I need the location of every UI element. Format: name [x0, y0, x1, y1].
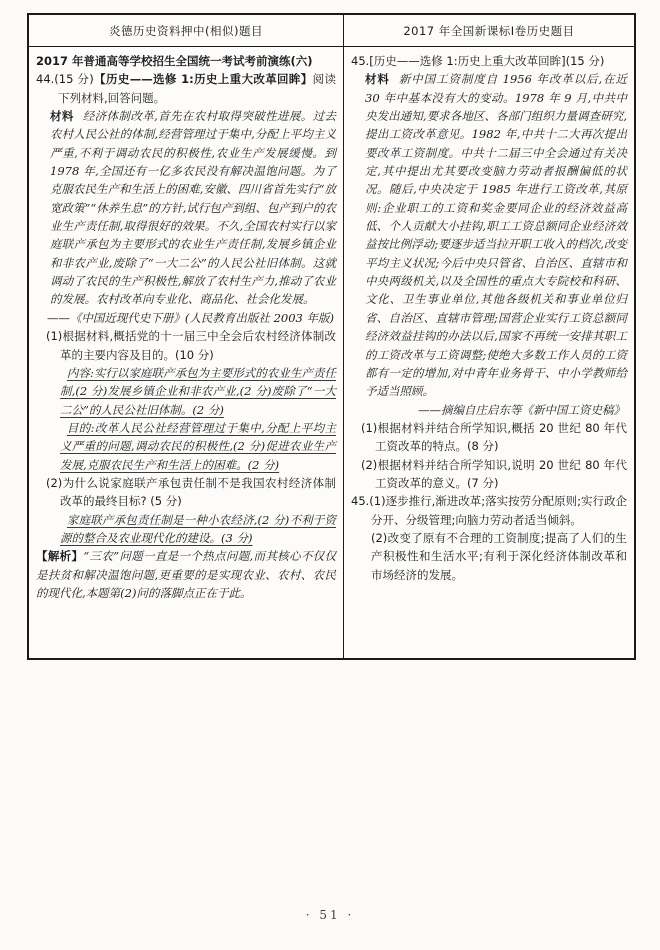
question-44-intro: 阅读下列材料,回答问题。 [58, 72, 336, 105]
header-cell-national-exam-questions: 2017 年全国新课标Ⅰ卷历史题目 [403, 23, 575, 38]
answer-45-part2: (2)改变了原有不合理的工资制度;提高了人们的生产积极性和生活水平;有利于深化经济体制改革和市场经济的发展。 [371, 530, 627, 582]
table-body-row [29, 47, 634, 658]
material-45-paragraph [365, 70, 627, 400]
material-45-label: 材料 [365, 72, 390, 87]
left-column-cell [29, 47, 344, 658]
material-44-source: ——《中国近现代史下册》(人民教育出版社 2003 年版) [46, 310, 334, 325]
question-45-heading: 45.[历史——选修 1:历史上重大改革回眸](15 分) [351, 54, 605, 68]
question-44-part1: (1)根据材料,概括党的十一届三中全会后农村经济体制改革的主要内容及目的。(10 分) [46, 329, 336, 362]
material-44-paragraph [50, 107, 336, 309]
material-44-text: 经济体制改革,首先在农村取得突破性进展。过去农村人民公社的体制,经营管理过于集中,分配上平均主义严重,不利于调动农民的积极性,农业生产发展缓慢。到 1978 年,全国还有一亿多农民没有解决温饱问题。为了克服农民生产和生活上的困难,安徽、四川省首先实行“放宽政策”“休养生息”的方针,试行包产到组、包产到户的农业生产责任制,取得很好的效果。不久,全国农村实行以家庭联产承包为主要形式的农业生产责任制,发展乡镇企业和非农产业,废除了“一大二公”的人民公社旧体制。这就调动了农民的生产积极性,解放了农村生产力,推动了农业的发展。农村改革向专业化、商品化、社会化发展。 [50, 109, 337, 307]
material-45-source: ——摘编自庄启东等《新中国工资史稿》 [418, 402, 625, 417]
question-44-number: 44.(15 分) [36, 72, 94, 87]
header-cell-yande-questions: 炎德历史资料押中(相似)题目 [29, 15, 344, 46]
analysis-44-text: “三农”问题一直是一个热点问题,而其核心不仅仅是扶贫和解决温饱问题,更重要的是实现农业、农村、农民的现代化,本题第(2)问的落脚点正在于此。 [36, 549, 336, 600]
answer-44-part1-content: 内容:实行以家庭联产承包为主要形式的农业生产责任制,(2 分)发展乡镇企业和非农产业,(2 分)废除了“一大二公”的人民公社旧体制。(2 分) [60, 365, 336, 417]
material-44-label: 材料 [50, 109, 74, 124]
question-44-tag: 【历史——选修 1:历史上重大改革回眸】 [93, 72, 313, 87]
right-column-cell [344, 47, 634, 658]
comparison-table [27, 13, 636, 660]
question-44-lead [36, 70, 336, 107]
question-44-part2: (2)为什么说家庭联产承包责任制不是我国农村经济体制改革的最终目标? (5 分) [46, 475, 336, 509]
table-header-row [29, 15, 634, 47]
answer-44-part2: 家庭联产承包责任制是一种小农经济,(2 分)不利于资源的整合及农业现代化的建设。(3 分) [60, 512, 336, 545]
answer-44-part1-purpose: 目的:改革人民公社经营管理过于集中,分配上平均主义严重的问题,调动农民的积极性,(2 分)促进农业生产发展,克服农民生产和生活上的困难。(2 分) [60, 420, 336, 472]
page-number: · 51 · [305, 908, 355, 922]
answer-45-part1: 45.(1)逐步推行,渐进改革;落实按劳分配原则;实行政企分开、分级管理;向脑力劳动者适当倾斜。 [351, 494, 627, 527]
material-45-text: 新中国工资制度自 1956 年改革以后,在近 30 年中基本没有大的变动。1978 年 9 月,中共中央发出通知,要求各地区、各部门组织力量调查研究,提出工资改革意见。1982 年,中共十二大再次提出要改革工资制度。中共十二届三中全会通过有关决定,其中提出尤其要改变脑力劳动者报酬偏低的状况。随后,中央决定于 1985 年进行工资改革,其原则:企业职工的工资和奖金要同企业的经济效益高低、个人贡献大小挂钩,职工工资总额同企业经济效益按比例浮动;要逐步适当拉开职工收入的档次,改变平均主义状况;今后中央只管省、自治区、直辖市和中央两级机关,以及全国性的重点大专院校和科研、文化、卫生事业单位,其他各级机关和事业单位归省、自治区、直辖市管理;国营企业实行工资总额同经济效益挂钩的办法以后,国家不再统一安排其职工的工资改革与工资调整;使绝大多数工作人员的工资都有一定的增加,对中青年业务骨干、中小学教师给予适当照顾。 [365, 72, 628, 399]
exam-title: 2017 年普通高等学校招生全国统一考试考前演练(六) [36, 54, 313, 68]
question-45-part1: (1)根据材料并结合所学知识,概括 20 世纪 80 年代工资改革的特点。(8 分) [361, 420, 627, 454]
question-45-part2: (2)根据材料并结合所学知识,说明 20 世纪 80 年代工资改革的意义。(7 分) [361, 457, 627, 490]
analysis-44-paragraph [36, 547, 336, 602]
analysis-44-label: 【解析】 [36, 549, 84, 564]
